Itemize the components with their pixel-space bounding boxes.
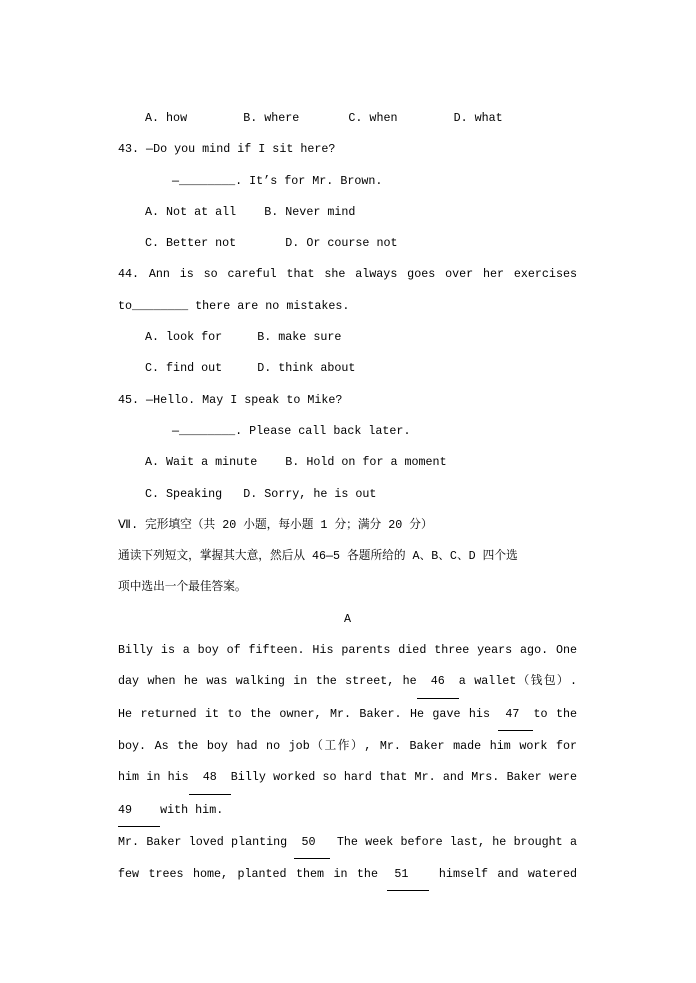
text-segment: 项中选出一个最佳答案。 (118, 580, 247, 595)
passage-a-line2 (118, 666, 577, 698)
text-segment: boy. As the boy had no job（工作）, Mr. Baker made him work for (118, 738, 577, 753)
q44-stem-line1 (118, 259, 577, 290)
text-segment: 通读下列短文，掌握其大意，然后从 46—5 各题所给的 A、B、C、D 四个选 (118, 549, 518, 564)
blank-underline: 47 (498, 699, 533, 731)
text-segment: Billy worked so hard that Mr. and Mrs. Baker were (230, 770, 577, 785)
text-segment: C. Speaking D. Sorry, he is out (145, 486, 377, 501)
blank-underline: 51 (387, 859, 429, 891)
text-segment: A (343, 611, 351, 626)
text-segment: Billy is a boy of fifteen. His parents died three years ago. One (118, 643, 577, 658)
blank-underline: 50 (294, 827, 329, 859)
passage-a-line4 (118, 731, 577, 762)
text-segment: with him. (160, 802, 224, 817)
passage-a-line6 (118, 795, 577, 827)
section-vii-heading (118, 510, 577, 541)
text-segment: to the (533, 706, 577, 721)
passage-a-line1 (118, 635, 577, 666)
text-segment: Ⅶ. 完形填空（共 20 小题，每小题 1 分；满分 20 分） (118, 517, 433, 532)
text-segment: to________ there are no mistakes. (118, 298, 350, 313)
text-segment: himself and watered (429, 867, 577, 882)
blank-underline: 46 (417, 666, 459, 698)
cloze-instructions-line1 (118, 541, 577, 572)
blank-underline: 48 (189, 762, 231, 794)
text-segment: Mr. Baker loved planting (118, 834, 295, 849)
text-segment: He returned it to the owner, Mr. Baker. He gave his (118, 706, 499, 721)
text-segment: A. Wait a minute B. Hold on for a moment (145, 455, 447, 470)
text-segment: few trees home, planted them in the (118, 867, 388, 882)
text-segment: —________. Please call back later. (172, 423, 411, 438)
text-segment: 44. Ann is so careful that she always goes over her exercises (118, 267, 577, 282)
text-segment: him in his (118, 770, 189, 785)
text-segment: 43. —Do you mind if I sit here? (118, 142, 336, 157)
q43-response (118, 166, 577, 197)
text-segment: day when he was walking in the street, he (118, 674, 417, 689)
passage-a-line3 (118, 699, 577, 731)
cloze-instructions-line2 (118, 572, 577, 603)
exam-paper-text-block (118, 103, 577, 891)
q45-options-cd (118, 479, 577, 510)
text-segment: A. how B. where C. when D. what (145, 111, 503, 125)
passage-a-line7 (118, 827, 577, 859)
text-segment: —________. It’s for Mr. Brown. (172, 173, 383, 188)
text-segment: a wallet（钱包）. (458, 674, 577, 689)
q45-response (118, 416, 577, 447)
text-segment: 45. —Hello. May I speak to Mike? (118, 392, 343, 407)
q43-stem (118, 134, 577, 165)
passage-a-line5 (118, 762, 577, 794)
q45-stem (118, 385, 577, 416)
text-segment: The week before last, he brought a (329, 834, 577, 849)
q44-options-cd (118, 353, 577, 384)
q45-options-ab (118, 447, 577, 478)
blank-underline: 49 (118, 795, 160, 827)
passage-label-a (118, 604, 577, 635)
text-segment: A. Not at all B. Never mind (145, 204, 356, 219)
passage-a-line8 (118, 859, 577, 891)
text-segment: C. Better not D. Or course not (145, 236, 398, 251)
q43-options-cd (118, 228, 577, 259)
text-segment: A. look for B. make sure (145, 330, 342, 345)
q42-options (118, 103, 577, 134)
q44-options-ab (118, 322, 577, 353)
q43-options-ab (118, 197, 577, 228)
text-segment: C. find out D. think about (145, 361, 356, 376)
q44-stem-line2 (118, 291, 577, 322)
